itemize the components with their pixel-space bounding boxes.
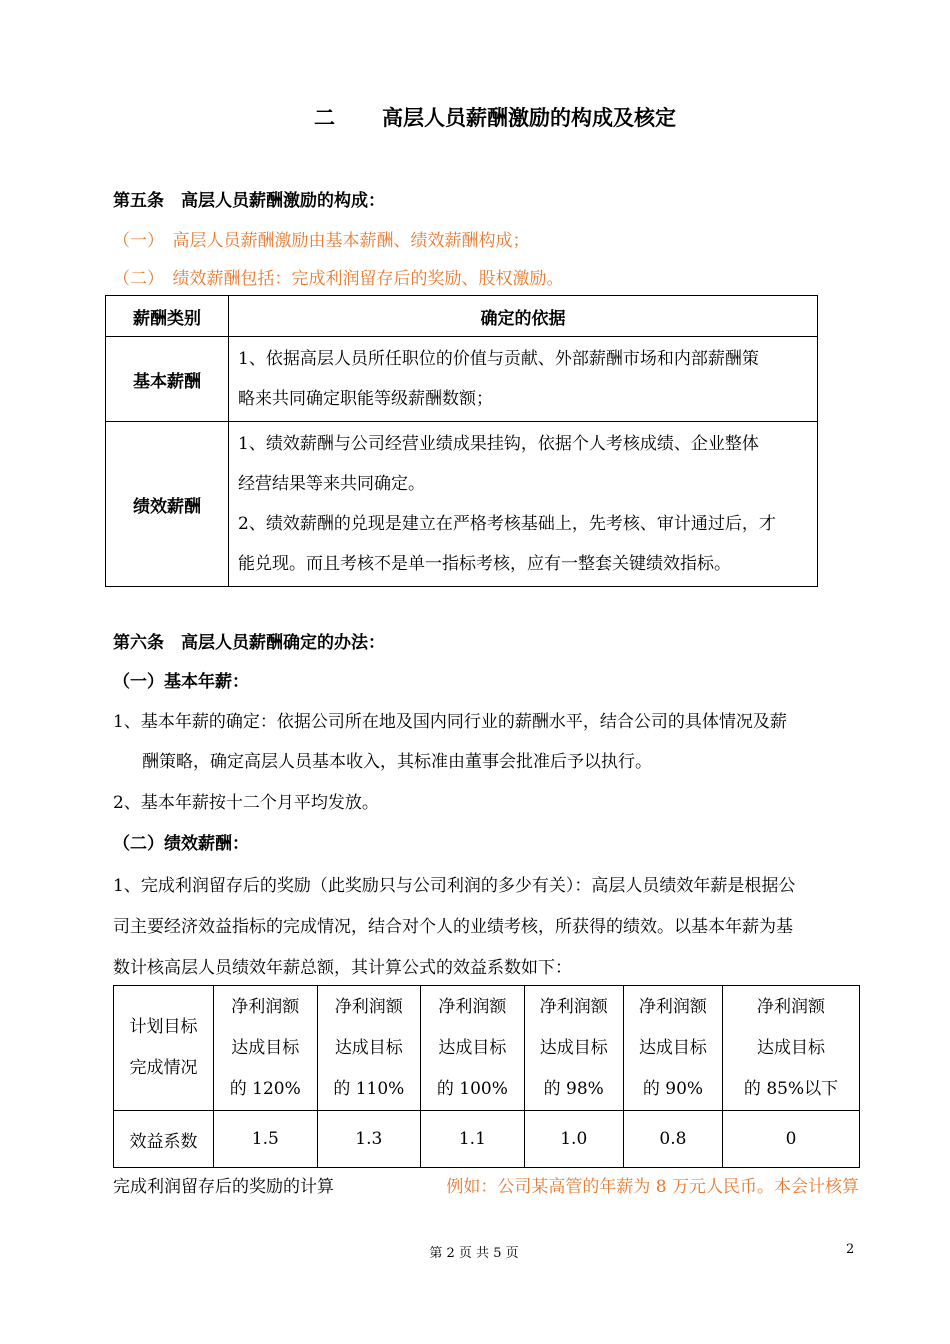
article5-item-1: （一） 高层人员薪酬激励由基本薪酬、绩效薪酬构成； xyxy=(113,231,530,251)
target-line: 达成目标 xyxy=(638,1037,707,1058)
coefficient-table xyxy=(113,985,860,1168)
target-line: 达成目标 xyxy=(438,1037,507,1058)
last-line-left: 完成利润留存后的奖励的计算 xyxy=(113,1177,334,1197)
article6-p2: 2、基本年薪按十二个月平均发放。 xyxy=(113,793,379,813)
header-basis: 确定的依据 xyxy=(229,296,818,337)
article6-p3-line1: 1、完成利润留存后的奖励（此奖励只与公司利润的多少有关）：高层人员绩效年薪是根据公 xyxy=(113,876,796,896)
basis-line: 能兑现。而且考核不是单一指标考核，应有一整套关键绩效指标。 xyxy=(238,554,731,574)
article6-sub2: （二）绩效薪酬： xyxy=(113,834,249,854)
target-line: 净利润额 xyxy=(539,996,608,1017)
coef-label: 效益系数 xyxy=(114,1111,214,1168)
last-line-example: 例如：公司某高管的年薪为 8 万元人民币。本会计核算 xyxy=(446,1177,859,1197)
table-header-row xyxy=(106,296,818,337)
coef-value: 1.0 xyxy=(524,1111,623,1168)
target-line: 的 98% xyxy=(543,1078,604,1099)
salary-type-table xyxy=(105,295,818,587)
table-row xyxy=(114,986,860,1111)
basis-line: 1、依据高层人员所任职位的价值与贡献、外部薪酬市场和内部薪酬策 xyxy=(238,349,759,369)
row-label-cell xyxy=(114,986,214,1111)
target-line: 净利润额 xyxy=(231,996,300,1017)
target-cell xyxy=(421,986,525,1111)
row-category: 基本薪酬 xyxy=(106,337,229,422)
article5-item-2: （二） 绩效薪酬包括：完成利润留存后的奖励、股权激励。 xyxy=(113,269,564,289)
target-line: 的 90% xyxy=(642,1078,704,1099)
target-line: 的 110% xyxy=(333,1078,405,1099)
article6-p3-line2: 司主要经济效益指标的完成情况，结合对个人的业绩考核，所获得的绩效。以基本年薪为基 xyxy=(113,917,793,937)
table-row xyxy=(106,422,818,587)
row-basis xyxy=(229,422,818,587)
coef-value: 1.3 xyxy=(317,1111,421,1168)
basis-line: 略来共同确定职能等级薪酬数额； xyxy=(238,389,493,409)
target-line: 净利润额 xyxy=(638,996,707,1017)
target-line: 净利润额 xyxy=(334,996,403,1017)
coef-value: 1.5 xyxy=(214,1111,318,1168)
table-row xyxy=(106,337,818,422)
basis-line: 1、绩效薪酬与公司经营业绩成果挂钩，依据个人考核成绩、企业整体 xyxy=(238,434,759,454)
section-number: 二 xyxy=(314,106,335,130)
target-line: 的 100% xyxy=(436,1078,508,1099)
target-cell xyxy=(524,986,623,1111)
page-number: 2 xyxy=(846,1242,855,1257)
coef-value: 1.1 xyxy=(421,1111,525,1168)
page-footer: 第 2 页 共 5 页 xyxy=(429,1246,519,1261)
row-label-line: 计划目标 xyxy=(129,1017,198,1037)
target-line: 达成目标 xyxy=(334,1037,403,1058)
table-row xyxy=(114,1111,860,1168)
article6-heading: 第六条 高层人员薪酬确定的办法： xyxy=(113,633,385,653)
article6-sub1: （一）基本年薪： xyxy=(113,672,249,692)
section-title-text: 高层人员薪酬激励的构成及核定 xyxy=(382,106,676,130)
article6-p1-line2: 酬策略，确定高层人员基本收入，其标准由董事会批准后予以执行。 xyxy=(142,752,652,772)
article6-p1-line1: 1、基本年薪的确定：依据公司所在地及国内同行业的薪酬水平，结合公司的具体情况及薪 xyxy=(113,712,787,732)
coef-value: 0 xyxy=(723,1111,860,1168)
row-label-line: 完成情况 xyxy=(129,1058,198,1078)
target-line: 达成目标 xyxy=(757,1037,826,1058)
header-category: 薪酬类别 xyxy=(106,296,229,337)
target-line: 达成目标 xyxy=(539,1037,608,1058)
target-cell xyxy=(317,986,421,1111)
target-cell xyxy=(723,986,860,1111)
target-cell xyxy=(214,986,318,1111)
row-basis xyxy=(229,337,818,422)
row-category: 绩效薪酬 xyxy=(106,422,229,587)
target-line: 达成目标 xyxy=(231,1037,300,1058)
coef-value: 0.8 xyxy=(623,1111,722,1168)
target-line: 的 85%以下 xyxy=(743,1078,839,1099)
target-cell xyxy=(623,986,722,1111)
article6-p3-line3: 数计核高层人员绩效年薪总额，其计算公式的效益系数如下： xyxy=(113,958,572,978)
article5-heading: 第五条 高层人员薪酬激励的构成： xyxy=(113,191,385,211)
basis-line: 经营结果等来共同确定。 xyxy=(238,474,425,494)
target-line: 净利润额 xyxy=(438,996,507,1017)
target-line: 的 120% xyxy=(229,1078,301,1099)
target-line: 净利润额 xyxy=(757,996,826,1017)
section-title xyxy=(314,106,676,130)
basis-line: 2、绩效薪酬的兑现是建立在严格考核基础上，先考核、审计通过后，才 xyxy=(238,514,776,534)
